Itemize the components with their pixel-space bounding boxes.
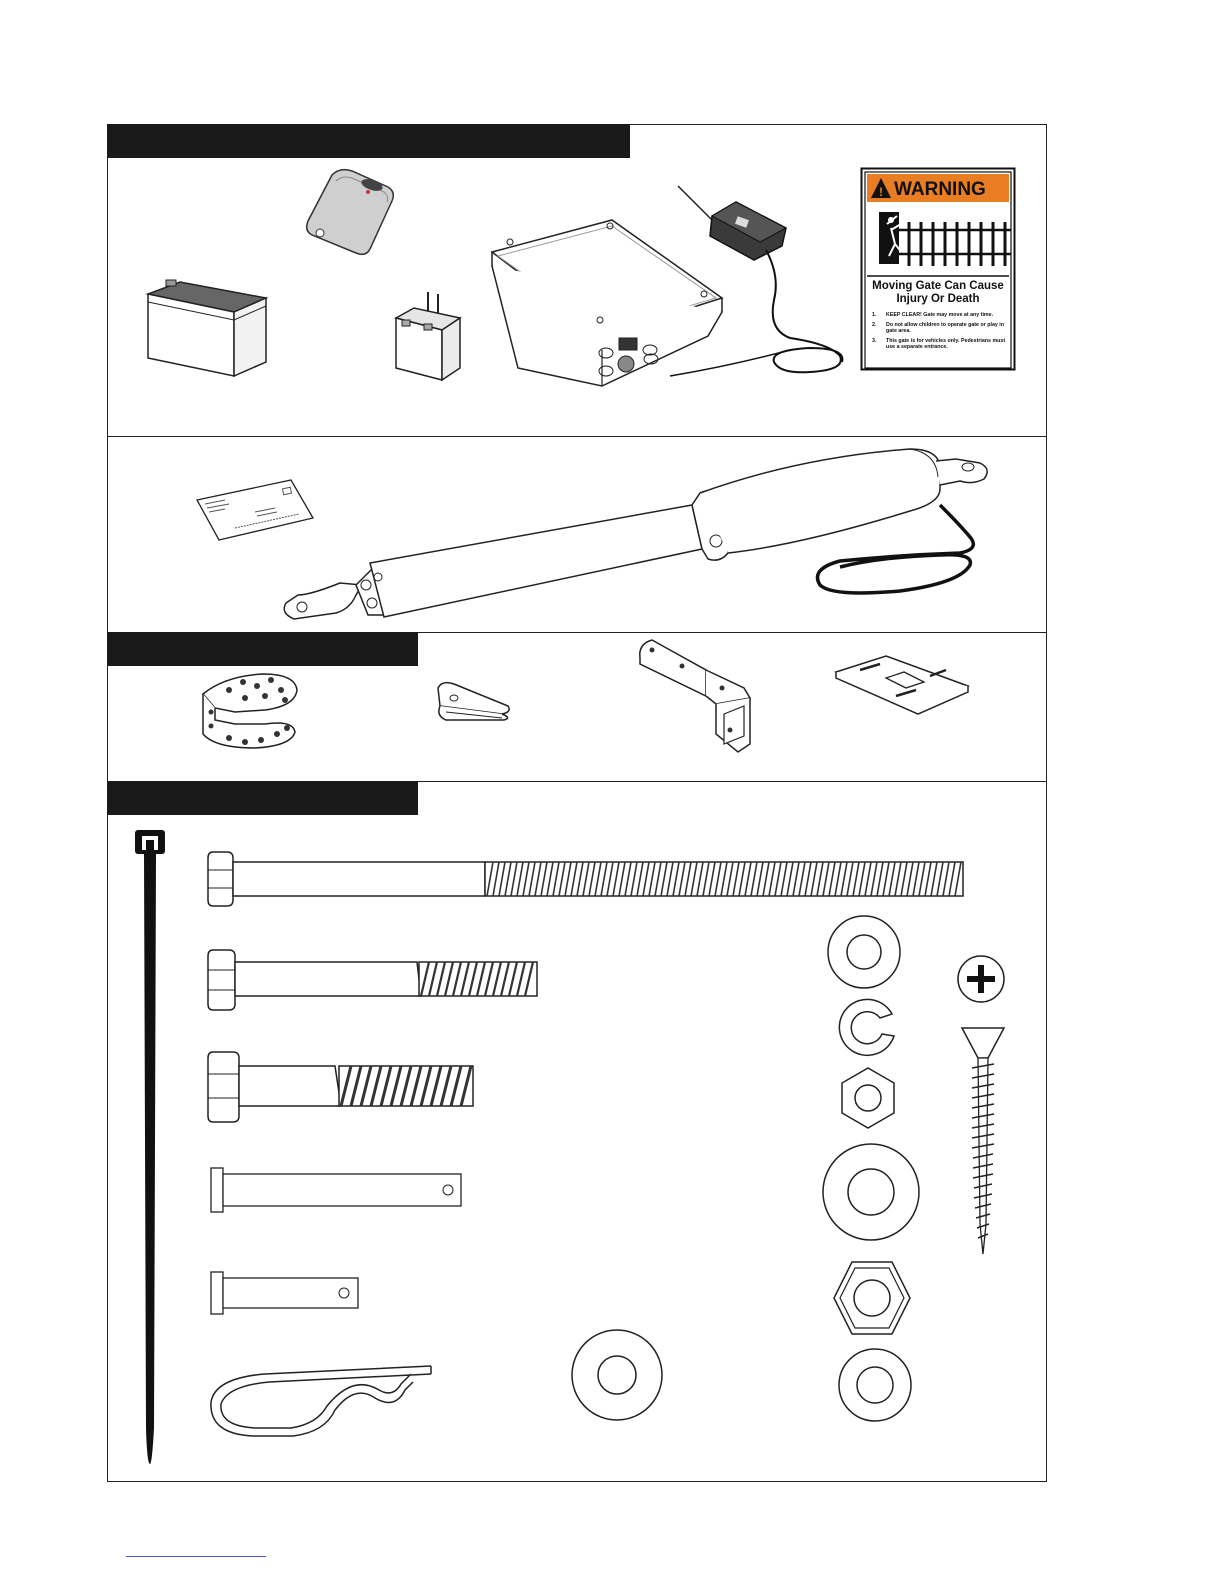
flat-washer-icon: [826, 914, 902, 990]
long-hex-bolt-icon: [205, 848, 967, 910]
section-header-bar-3: [107, 781, 418, 815]
footer-rule: [126, 1556, 266, 1557]
slotted-plate-icon: [834, 654, 972, 714]
warning-item-text: KEEP CLEAR! Gate may move at any time.: [886, 312, 994, 318]
remote-transmitter-icon: [300, 165, 400, 260]
phillips-screw-head-icon: [956, 954, 1006, 1004]
short-hex-bolt-icon: [205, 1050, 477, 1124]
warning-item-number: 2.: [872, 321, 877, 328]
section-header-bar-1: [107, 124, 630, 158]
svg-text:!: !: [879, 185, 883, 199]
power-adapter-icon: [390, 290, 466, 382]
receiver-antenna-icon: [670, 180, 860, 385]
warning-item-number: 1.: [872, 312, 877, 318]
section-divider-1: [107, 436, 1047, 437]
warning-item: [872, 312, 1012, 319]
warning-item-text: This gate is for vehicles only. Pedestrians must use a separate entrance.: [886, 337, 1006, 351]
warning-item: [872, 338, 1012, 351]
long-clevis-pin-icon: [208, 1166, 464, 1214]
warning-item-text: Do not allow children to operate gate or play in gate area.: [886, 321, 1005, 335]
large-flat-washer-icon: [820, 1142, 922, 1242]
fender-washer-icon: [570, 1328, 664, 1422]
warning-header: WARNING: [894, 179, 986, 200]
warning-headline: Moving Gate Can Cause Injury Or Death: [872, 280, 1004, 305]
hitch-pin-icon: [205, 1362, 435, 1444]
u-bracket-icon: [195, 668, 301, 752]
cable-tie-icon: [132, 828, 168, 1468]
warning-items: [872, 312, 1012, 351]
clip-bracket-icon: [432, 678, 514, 724]
short-clevis-pin-icon: [208, 1270, 362, 1316]
section-header-bar-2: [107, 632, 418, 666]
medium-hex-bolt-icon: [205, 948, 541, 1012]
warning-item: [872, 322, 1012, 335]
small-flat-washer-icon: [836, 1346, 914, 1424]
large-hex-nut-icon: [832, 1258, 912, 1338]
warning-item-number: 3.: [872, 337, 877, 344]
hex-nut-icon: [838, 1066, 898, 1130]
channel-bracket-icon: [636, 636, 758, 756]
lock-washer-icon: [834, 996, 900, 1058]
wood-screw-icon: [960, 1024, 1006, 1256]
battery-icon: [140, 278, 272, 380]
actuator-arm-icon: [280, 445, 1000, 625]
